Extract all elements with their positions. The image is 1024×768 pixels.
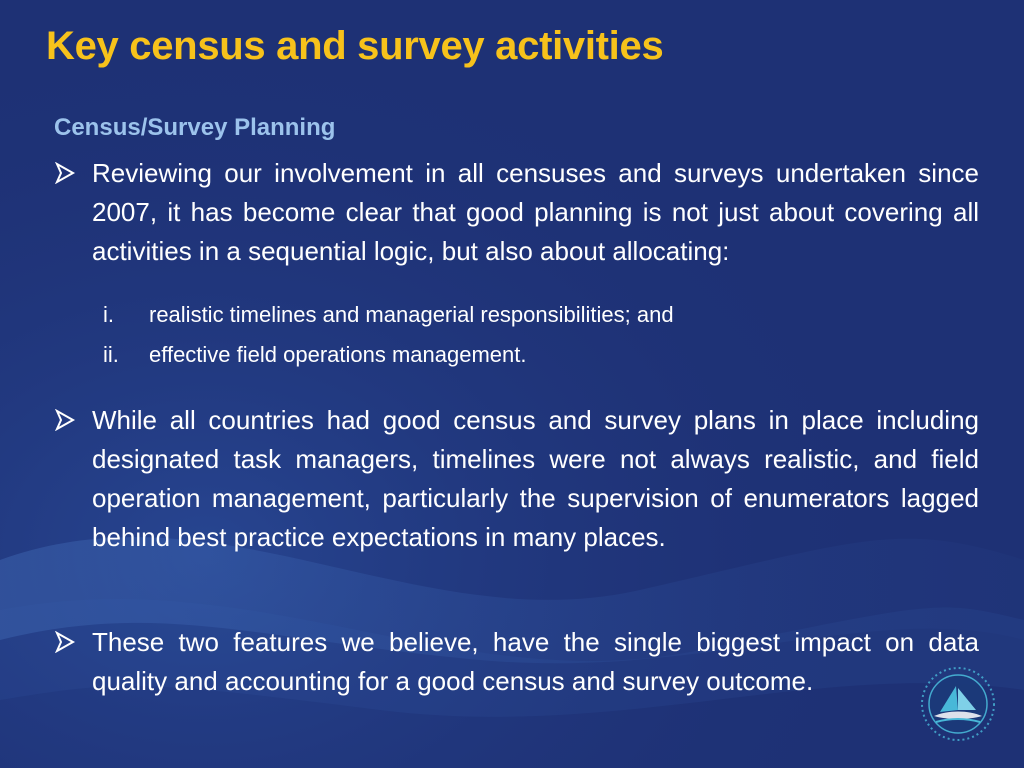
sub-list [100, 295, 900, 375]
sub-list-item [100, 335, 900, 375]
spc-logo-icon [918, 664, 998, 744]
arrow-bullet-icon [54, 409, 76, 431]
bullet-text: These two features we believe, have the single biggest impact on data quality and accounting for a good census and survey outcome. [92, 627, 979, 696]
arrow-bullet-icon [54, 162, 76, 184]
arrow-bullet-icon [54, 631, 76, 653]
bullet-text: Reviewing our involvement in all censuses and surveys undertaken since 2007, it has become clear that good planning is not just about covering all activities in a sequential logic, but also about allocating: [92, 158, 979, 266]
section-heading: Census/Survey Planning [54, 114, 336, 141]
page-title: Key census and survey activities [46, 24, 664, 68]
bullet-item [54, 154, 979, 271]
sub-list-marker: ii. [103, 342, 119, 367]
bullet-text: While all countries had good census and survey plans in place including designated task managers, timelines were not always realistic, and field operation management, particularly the supervision of enumerators lagged behind best practice expectations in many places. [92, 405, 979, 552]
bullet-item [54, 623, 979, 701]
bullet-item [54, 401, 979, 557]
sub-list-marker: i. [103, 302, 114, 327]
sub-list-item [100, 295, 900, 335]
sub-list-text: realistic timelines and managerial responsibilities; and [149, 302, 674, 327]
sub-list-text: effective field operations management. [149, 342, 527, 367]
